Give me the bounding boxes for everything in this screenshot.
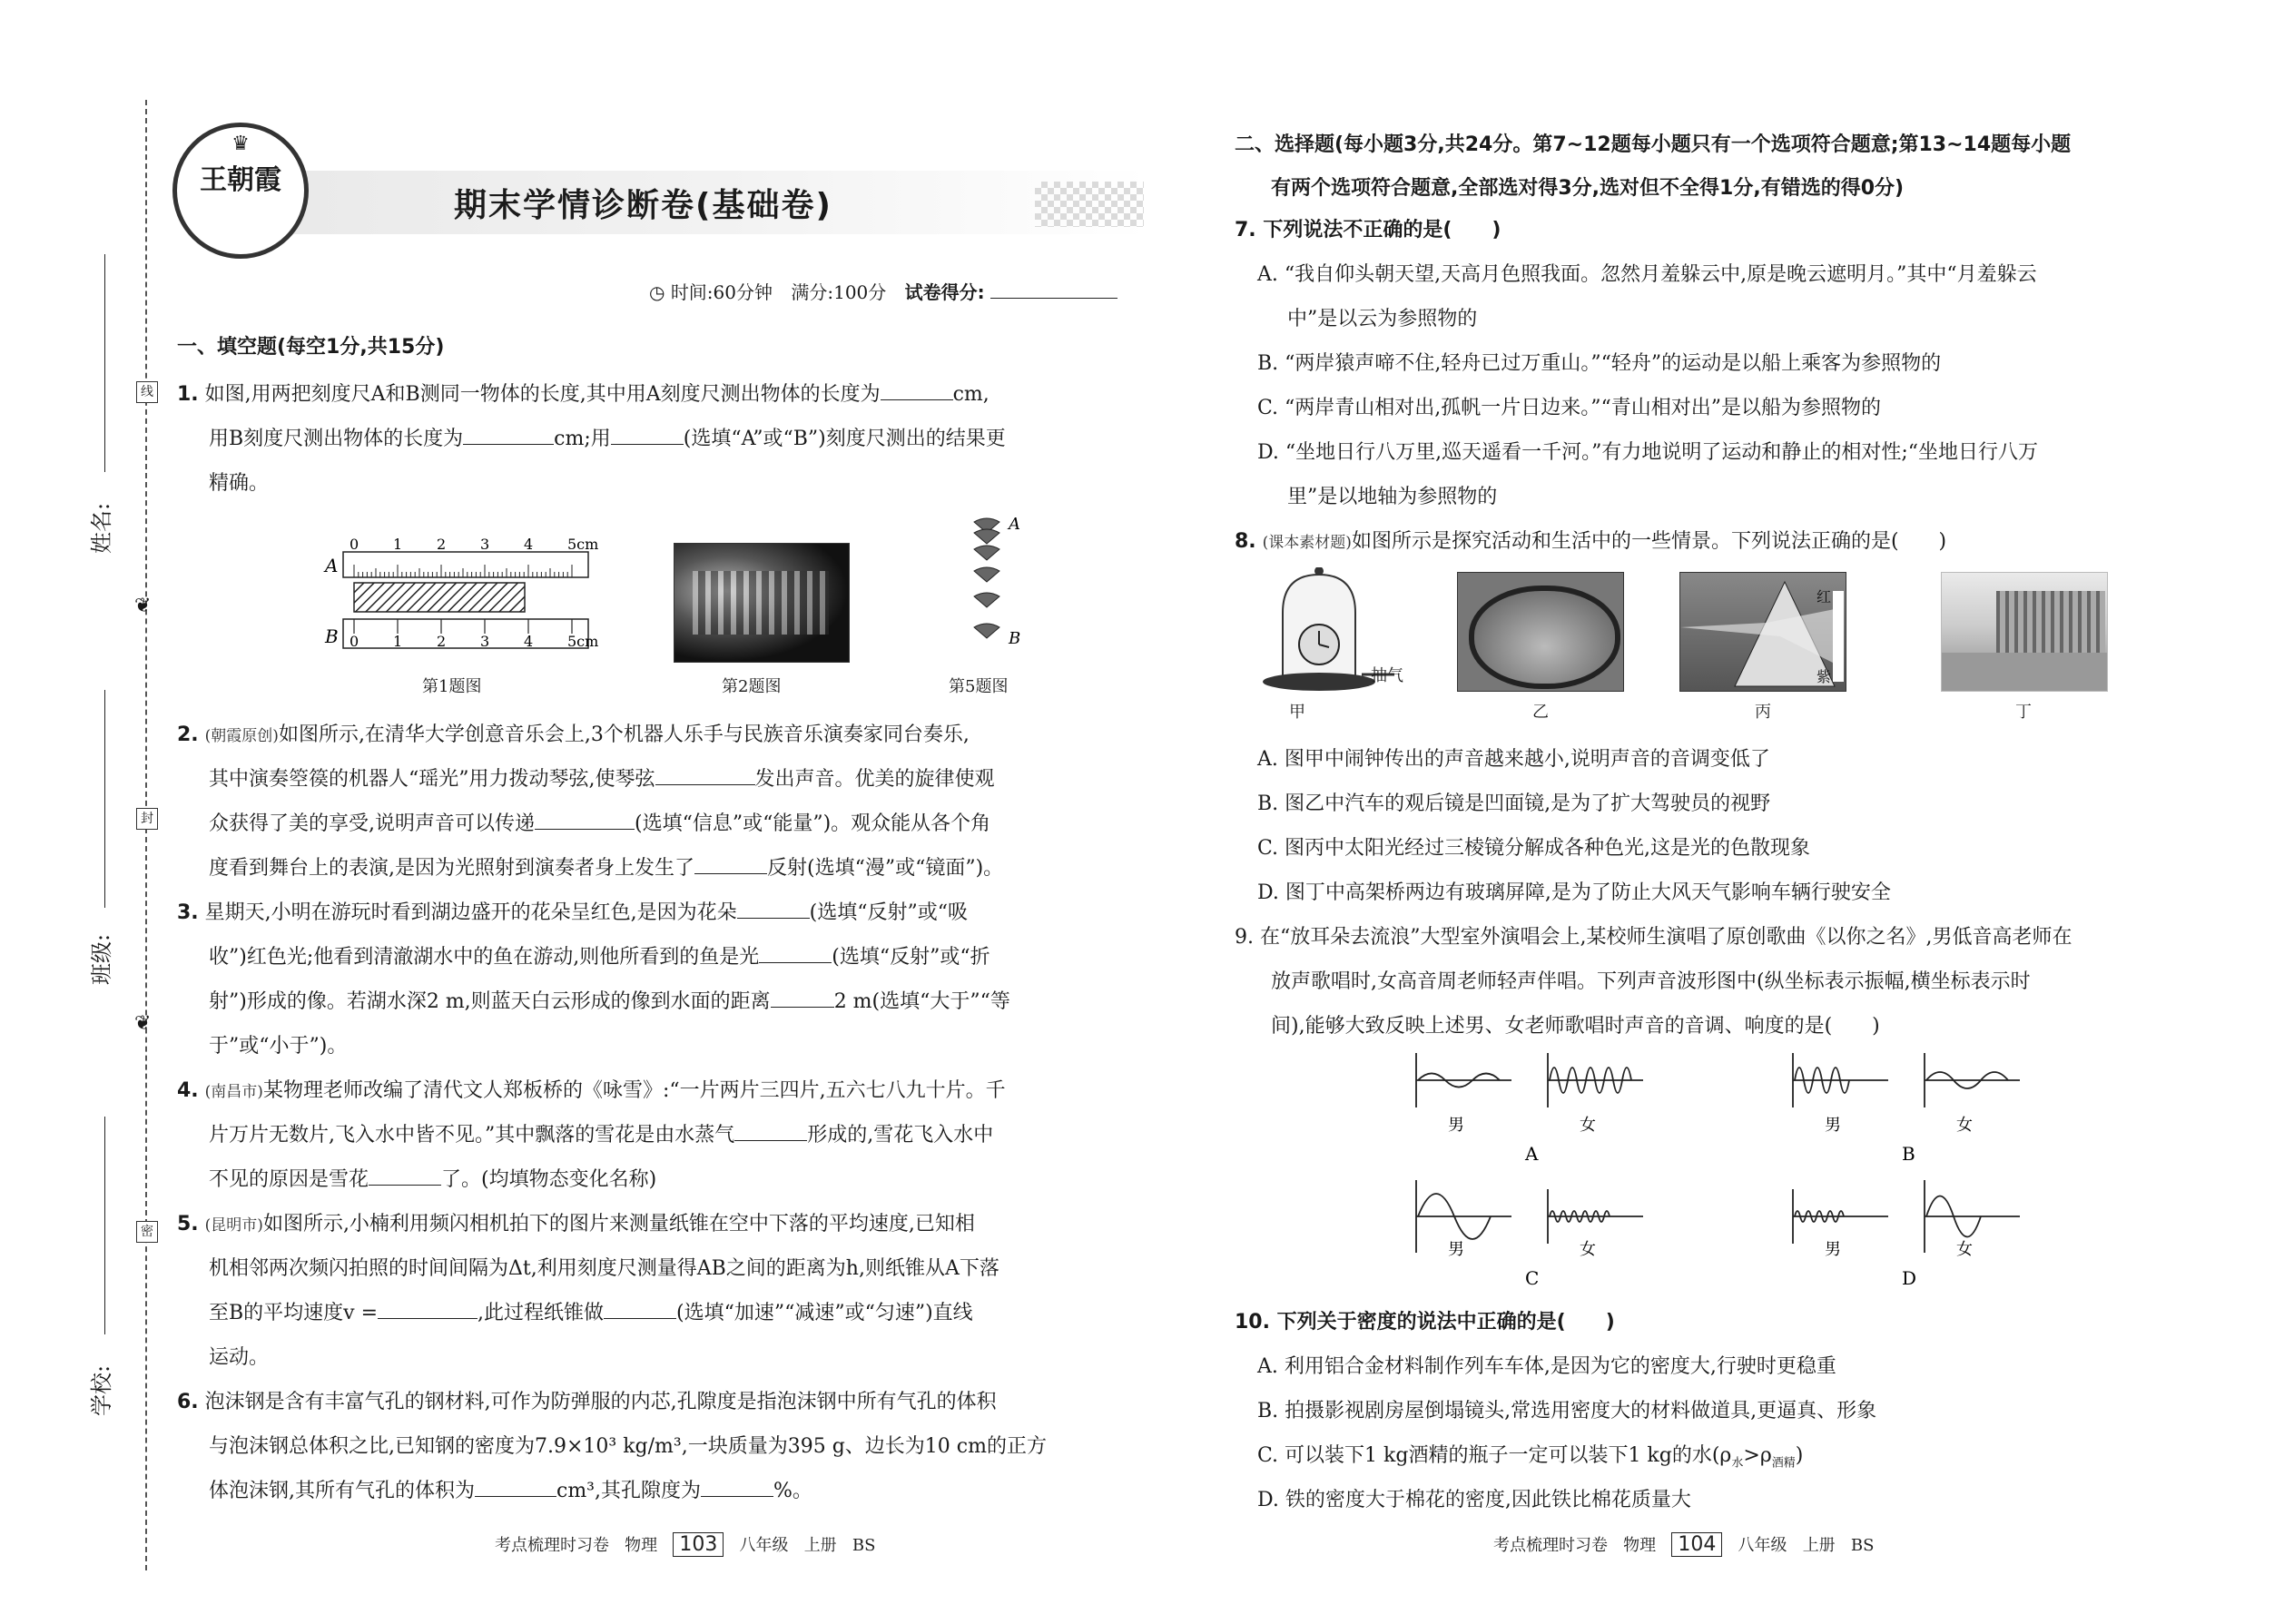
q6-blank-1[interactable] [475, 1474, 556, 1497]
q6-blank-2[interactable] [701, 1474, 773, 1497]
ruler-b-label: B [325, 625, 339, 647]
ruler-b-tick-label: 2 [437, 633, 447, 650]
q6-line1: 6. 泡沫钢是含有丰富气孔的钢材料,可作为防弹服的内芯,孔隙度是指泡沫钢中所有气孔的体积 [177, 1391, 997, 1413]
binding-ornament: ❦ [134, 595, 152, 617]
q10-option-c: C. 可以装下1 kg酒精的瓶子一定可以装下1 kg的水$(\rho_水>\rho_{酒精})$ [1257, 1444, 1804, 1471]
q9-line3: 间),能够大致反映上述男、女老师歌唱时声音的音调、响度的是( ) [1271, 1015, 1880, 1038]
page-number-right: 104 [1671, 1532, 1722, 1557]
ruler-b [343, 619, 588, 648]
ruler-a-tick-label: 0 [350, 536, 359, 553]
q7-option-b: B. “两岸猿声啼不住,轻舟已过万重山。”“轻舟”的运动是以船上乘客为参照物的 [1257, 352, 1942, 375]
q7-option-c: C. “两岸青山相对出,孤帆一片日边来。”“青山相对出”是以船为参照物的 [1257, 397, 1882, 419]
label-male-a: 男 [1448, 1116, 1464, 1135]
q8-option-d: D. 图丁中高架桥两边有玻璃屏障,是为了防止大风天气影响车辆行驶安全 [1257, 881, 1891, 904]
fig5-cone-flashes [967, 513, 1039, 663]
q4-blank-2[interactable] [369, 1163, 441, 1186]
fig2-caption: 第2题图 [722, 677, 782, 696]
q5-line4: 运动。 [209, 1346, 270, 1369]
q6-line2: 与泡沫钢总体积之比,已知钢的密度为7.9×10³ kg/m³,一块质量为395 g、边长为10 cm的正方 [209, 1435, 1047, 1458]
q8-source-tag: (课本素材题) [1262, 534, 1352, 552]
name-underline [104, 254, 105, 472]
q5-line2: 机相邻两次频闪拍照的时间间隔为Δt,利用刻度尺测量得AB之间的距离为h,则纸锥从A下落 [209, 1257, 999, 1280]
fig-rearview-mirror [1457, 572, 1624, 692]
q3-blank-3[interactable] [771, 985, 834, 1008]
ruler-a-tick-label: 5cm [567, 536, 599, 553]
q10-option-b: B. 拍摄影视剧房屋倒塌镜头,常选用密度大的材料做道具,更逼真、形象 [1257, 1400, 1877, 1422]
school-label: 学校: [89, 1364, 114, 1416]
label-female-d: 女 [1956, 1240, 1973, 1259]
option-label-d: D [1902, 1267, 1917, 1289]
q2-line4: 度看到舞台上的表演,是因为光照射到演奏者身上发生了 反射(选填“漫”或“镜面”)。 [209, 846, 1003, 891]
q5-source-tag: (昆明市) [204, 1216, 263, 1235]
q2-line3: 众获得了美的享受,说明声音可以传递 (选填“信息”或“能量”)。观众能从各个角 [209, 802, 990, 846]
q3-blank-1[interactable] [737, 896, 810, 919]
pump-label: 抽气 [1371, 666, 1403, 685]
q3-blank-2[interactable] [759, 940, 832, 963]
concert-photo [674, 543, 850, 663]
page-title: 期末学情诊断卷(基础卷) [454, 187, 832, 224]
option-label-a: A [1525, 1143, 1539, 1165]
q1-line1: 1. 如图,用两把刻度尺A和B测同一物体的长度,其中用A刻度尺测出物体的长度为 cm, [177, 372, 989, 417]
time-limit: 时间:60分钟 [670, 281, 773, 303]
prism-violet-label: 紫 [1816, 668, 1831, 685]
ruler-b-tick-label: 0 [350, 633, 359, 650]
score-field[interactable] [990, 276, 1117, 299]
fig-prism [1679, 572, 1846, 692]
footer-right: 考点梳理时习卷 物理 104 八年级 上册 BS [1493, 1533, 1875, 1556]
q5-line3: 至B的平均速度v = ,此过程纸锥做 (选填“加速”“减速”或“匀速”)直线 [209, 1291, 973, 1335]
section-choice-line2: 有两个选项符合题意,全部选对得3分,选对但不全得1分,有错选的得0分) [1271, 177, 1905, 200]
label-male-b: 男 [1825, 1116, 1841, 1135]
q2-blank-3[interactable] [694, 851, 767, 874]
title-banner-checker [1035, 182, 1144, 227]
q5-line1: 5. (昆明市)如图所示,小楠利用频闪相机拍下的图片来测量纸锥在空中下落的平均速度,已知相 [177, 1213, 975, 1235]
q7-option-d2: 里”是以地轴为参照物的 [1287, 486, 1498, 508]
fig-label-jia: 甲 [1289, 703, 1305, 722]
seal-xian: 线 [136, 381, 158, 403]
logo-badge [172, 123, 309, 259]
q4-line1: 4. (南昌市)某物理老师改编了清代文人郑板桥的《咏雪》:“一片两片三四片,五六七八九十片。千 [177, 1079, 1006, 1102]
fig-label-yi: 乙 [1532, 703, 1549, 722]
q3-line1: 3. 星期天,小明在游玩时看到湖边盛开的花朵呈红色,是因为花朵 (选填“反射”或“吸 [177, 891, 968, 935]
ruler-b-tick-label: 4 [524, 633, 534, 650]
q10-option-a: A. 利用铝合金材料制作列车车体,是因为它的密度大,行驶时更稳重 [1257, 1355, 1836, 1378]
option-label-c: C [1525, 1267, 1540, 1289]
label-female-c: 女 [1580, 1240, 1596, 1259]
page-number-left: 103 [673, 1532, 724, 1557]
q8-option-c: C. 图丙中太阳光经过三棱镜分解成各种色光,这是光的色散现象 [1257, 837, 1811, 860]
q6-line3: 体泡沫钢,其所有气孔的体积为 cm³,其孔隙度为 %。 [209, 1469, 812, 1513]
fig-label-ding: 丁 [2015, 703, 2032, 722]
ruler-a-tick-label: 2 [437, 536, 447, 553]
q5-blank-2[interactable] [604, 1296, 676, 1319]
school-underline [104, 1117, 105, 1334]
seal-feng: 封 [136, 808, 158, 830]
q7-option-d1: D. “坐地日行八万里,巡天遥看一千河。”有力地说明了运动和静止的相对性;“坐地日行八万 [1257, 441, 2038, 464]
q7-option-a1: A. “我自仰头朝天望,天高月色照我面。忽然月羞躲云中,原是晚云遮明月。”其中“月羞躲云 [1257, 263, 2037, 286]
q2-blank-1[interactable] [655, 763, 755, 785]
q9-line1: 9. 在“放耳朵去流浪”大型室外演唱会上,某校师生演唱了原创歌曲《以你之名》,男低音高老师在 [1235, 926, 2072, 949]
ruler-b-tick-label: 1 [393, 633, 403, 650]
binding-ornament: ❦ [134, 1012, 152, 1035]
score-label: 试卷得分: [904, 281, 985, 303]
fig1-caption: 第1题图 [422, 677, 482, 696]
binding-dashed-line [145, 100, 147, 1570]
q8-option-b: B. 图乙中汽车的观后镜是凹面镜,是为了扩大驾驶员的视野 [1257, 792, 1771, 815]
class-label: 班级: [89, 933, 114, 985]
q1-blank-a[interactable] [881, 378, 953, 400]
q10-stem: 10. 下列关于密度的说法中正确的是( ) [1235, 1311, 1615, 1334]
q1-blank-c[interactable] [611, 422, 684, 445]
q3-line4: 于”或“小于”)。 [209, 1035, 348, 1058]
ruler-b-tick-label: 3 [480, 633, 490, 650]
section-choice-line1: 二、选择题(每小题3分,共24分。第7~12题每小题只有一个选项符合题意;第13~14题每小题 [1235, 133, 2072, 156]
q2-blank-2[interactable] [535, 807, 635, 830]
fig5-label-b: B [1009, 629, 1021, 648]
q1-line2: 用B刻度尺测出物体的长度为 cm;用 (选填“A”或“B”)刻度尺测出的结果更 [209, 417, 1006, 461]
logo-crown-icon: ♛ [231, 133, 250, 155]
ruler-a-label: A [325, 555, 339, 576]
q2-source-tag: (朝霞原创) [204, 727, 279, 745]
section-fill-in: 一、填空题(每空1分,共15分) [177, 336, 445, 359]
fig5-caption: 第5题图 [949, 677, 1009, 696]
clock-icon: ◷ [649, 281, 671, 303]
q4-line2: 片万片无数片,飞入水中皆不见。”其中飘落的雪花是由水蒸气 形成的,雪花飞入水中 [209, 1113, 993, 1157]
q2-line2: 其中演奏箜篌的机器人“瑶光”用力拨动琴弦,使琴弦 发出声音。优美的旋律使观 [209, 757, 995, 802]
q7-option-a2: 中”是以云为参照物的 [1287, 308, 1478, 330]
fig5-label-a: A [1009, 515, 1020, 534]
q1-line3: 精确。 [209, 472, 270, 495]
label-male-c: 男 [1448, 1240, 1464, 1259]
label-male-d: 男 [1825, 1240, 1841, 1259]
full-score: 满分:100分 [791, 281, 887, 303]
q9-waveforms [1398, 1044, 2070, 1298]
footer-left: 考点梳理时习卷 物理 103 八年级 上册 BS [495, 1533, 876, 1556]
seal-mi: 密 [136, 1221, 158, 1243]
ruler-a-tick-label: 1 [393, 536, 403, 553]
q9-line2: 放声歌唱时,女高音周老师轻声伴唱。下列声音波形图中(纵坐标表示振幅,横坐标表示时 [1271, 970, 2031, 993]
q7-stem: 7. 下列说法不正确的是( ) [1235, 219, 1501, 241]
q3-line3: 射”)形成的像。若湖水深2 m,则蓝天白云形成的像到水面的距离 2 m(选填“大于”“等 [209, 979, 1010, 1024]
q8-option-a: A. 图甲中闹钟传出的声音越来越小,说明声音的音调变低了 [1257, 748, 1770, 771]
ruler-a-tick-label: 3 [480, 536, 490, 553]
fig1-rulers [318, 536, 599, 672]
q4-blank-1[interactable] [734, 1118, 807, 1141]
q4-source-tag: (南昌市) [204, 1083, 263, 1101]
q1-blank-b[interactable] [463, 422, 554, 445]
q1-number: 1. [177, 383, 199, 406]
class-underline [104, 690, 105, 908]
q5-blank-1[interactable] [378, 1296, 478, 1319]
exam-info [649, 276, 1117, 304]
ruler-a-tick-label: 4 [524, 536, 534, 553]
measured-object [354, 583, 525, 612]
logo-text: 王朝霞 [200, 164, 281, 196]
label-female-a: 女 [1580, 1116, 1596, 1135]
prism-red-label: 红 [1816, 588, 1831, 605]
label-female-b: 女 [1956, 1116, 1973, 1135]
q4-line3: 不见的原因是雪花 了。(均填物态变化名称) [209, 1157, 656, 1202]
q2-line1: 2. (朝霞原创)如图所示,在清华大学创意音乐会上,3个机器人乐手与民族音乐演奏家同台奏乐, [177, 723, 970, 746]
name-label: 姓名: [89, 502, 114, 554]
q3-line2: 收”)红色光;他看到清澈湖水中的鱼在游动,则他所看到的鱼是光 (选填“反射”或“折 [209, 935, 990, 979]
q8-stem: 8. (课本素材题)如图所示是探究活动和生活中的一些情景。下列说法正确的是( ) [1235, 530, 1947, 553]
option-label-b: B [1902, 1143, 1915, 1165]
fig-highway-barrier [1941, 572, 2108, 692]
q10-option-d: D. 铁的密度大于棉花的密度,因此铁比棉花质量大 [1257, 1489, 1691, 1511]
ruler-b-tick-label: 5cm [567, 633, 599, 650]
fig-label-bing: 丙 [1755, 703, 1771, 722]
